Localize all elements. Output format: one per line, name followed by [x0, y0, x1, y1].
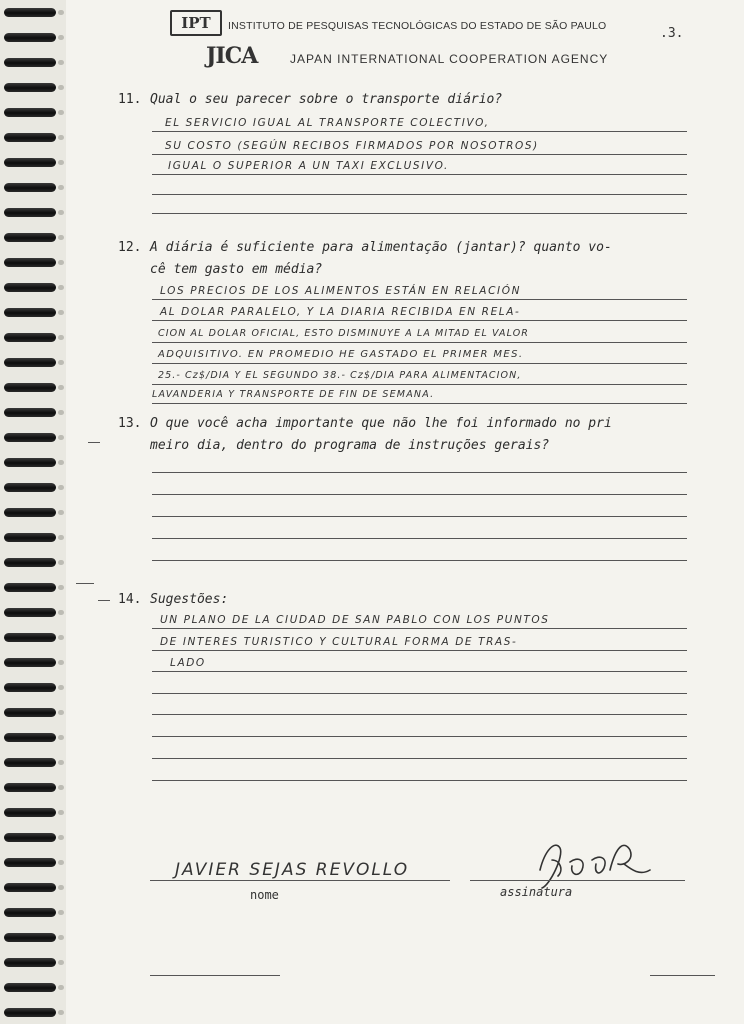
binding-coil	[4, 833, 56, 842]
binding-coil	[4, 158, 56, 167]
question-text: A diária é suficiente para alimentação (jantar)? quanto vo-	[150, 240, 612, 255]
binding-coil	[4, 458, 56, 467]
binding-coil	[4, 383, 56, 392]
binding-coil	[4, 783, 56, 792]
binding-coil	[4, 683, 56, 692]
binding-coil	[4, 8, 56, 17]
binding-coil	[4, 533, 56, 542]
answer-line	[152, 174, 687, 175]
binding-hole	[58, 935, 64, 940]
jica-agency-name: JAPAN INTERNATIONAL COOPERATION AGENCY	[290, 52, 609, 66]
answer-line	[152, 560, 687, 561]
question-text: meiro dia, dentro do programa de instruções gerais?	[150, 438, 550, 453]
binding-coil	[4, 283, 56, 292]
binding-coil	[4, 108, 56, 117]
name-line	[150, 880, 450, 881]
handwritten-answer: 25.- Cz$/DIA Y EL SEGUNDO 38.- Cz$/DIA PARA ALIMENTACION,	[158, 370, 522, 381]
answer-line	[152, 650, 687, 651]
binding-hole	[58, 635, 64, 640]
binding-hole	[58, 135, 64, 140]
binding-hole	[58, 460, 64, 465]
handwritten-answer: DE INTERES TURISTICO Y CULTURAL FORMA DE TRAS-	[160, 636, 518, 648]
binding-hole	[58, 435, 64, 440]
question-text: Sugestões:	[150, 592, 229, 607]
binding-hole	[58, 835, 64, 840]
handwritten-answer: CION AL DOLAR OFICIAL, ESTO DISMINUYE A LA MITAD EL VALOR	[158, 328, 529, 339]
answer-line	[152, 154, 687, 155]
binding-coil	[4, 208, 56, 217]
answer-line	[152, 194, 687, 195]
answer-line	[152, 494, 687, 495]
binding-hole	[58, 110, 64, 115]
binding-coil	[4, 958, 56, 967]
binding-coil	[4, 983, 56, 992]
binding-hole	[58, 860, 64, 865]
question-number: 11.	[118, 92, 142, 107]
binding-hole	[58, 60, 64, 65]
answer-line	[152, 736, 687, 737]
binding-coil	[4, 433, 56, 442]
binding-hole	[58, 985, 64, 990]
binding-hole	[58, 760, 64, 765]
letterhead	[170, 8, 640, 68]
footer-line	[650, 975, 715, 976]
binding-coil	[4, 308, 56, 317]
binding-hole	[58, 960, 64, 965]
binding-hole	[58, 410, 64, 415]
binding-coil	[4, 608, 56, 617]
binding-coil	[4, 408, 56, 417]
answer-line	[152, 384, 687, 385]
binding-coil	[4, 133, 56, 142]
margin-mark	[76, 583, 94, 584]
binding-hole	[58, 785, 64, 790]
answer-line	[152, 671, 687, 672]
binding-hole	[58, 360, 64, 365]
binding-coil	[4, 558, 56, 567]
binding-hole	[58, 210, 64, 215]
question-text: cê tem gasto em média?	[150, 262, 323, 277]
binding-hole	[58, 35, 64, 40]
binding-hole	[58, 85, 64, 90]
binding-hole	[58, 610, 64, 615]
ipt-institution-name: INSTITUTO DE PESQUISAS TECNOLÓGICAS DO ESTADO DE SÃO PAULO	[228, 20, 607, 32]
answer-line	[152, 213, 687, 214]
binding-hole	[58, 10, 64, 15]
answer-line	[152, 472, 687, 473]
binding-coil	[4, 908, 56, 917]
handwritten-answer: LOS PRECIOS DE LOS ALIMENTOS ESTÁN EN RELACIÓN	[160, 285, 522, 297]
answer-line	[152, 131, 687, 132]
binding-coil	[4, 508, 56, 517]
binding-hole	[58, 260, 64, 265]
binding-hole	[58, 910, 64, 915]
respondent-name: JAVIER SEJAS REVOLLO	[175, 860, 410, 880]
binding-coil	[4, 333, 56, 342]
question-text: O que você acha importante que não lhe foi informado no pri	[150, 416, 612, 431]
answer-line	[152, 363, 687, 364]
question-number: 12.	[118, 240, 142, 255]
answer-line	[152, 320, 687, 321]
spiral-binding	[0, 0, 66, 1024]
binding-coil	[4, 758, 56, 767]
answer-line	[152, 714, 687, 715]
handwritten-answer: LAVANDERIA Y TRANSPORTE DE FIN DE SEMANA.	[152, 389, 435, 400]
answer-line	[152, 342, 687, 343]
binding-coil	[4, 83, 56, 92]
binding-hole	[58, 1010, 64, 1015]
handwritten-answer: UN PLANO DE LA CIUDAD DE SAN PABLO CON LOS PUNTOS	[160, 614, 550, 626]
binding-coil	[4, 58, 56, 67]
binding-coil	[4, 358, 56, 367]
answer-line	[152, 628, 687, 629]
answer-line	[152, 403, 687, 404]
binding-hole	[58, 810, 64, 815]
binding-coil	[4, 258, 56, 267]
answer-line	[152, 516, 687, 517]
binding-hole	[58, 560, 64, 565]
jica-logo: JICA	[206, 43, 258, 69]
binding-hole	[58, 285, 64, 290]
margin-mark	[98, 600, 110, 601]
binding-coil	[4, 1008, 56, 1017]
question-number: 13.	[118, 416, 142, 431]
answer-line	[152, 758, 687, 759]
binding-coil	[4, 183, 56, 192]
binding-hole	[58, 335, 64, 340]
binding-coil	[4, 583, 56, 592]
signature-label: assinatura	[500, 885, 573, 899]
binding-coil	[4, 658, 56, 667]
binding-coil	[4, 933, 56, 942]
binding-coil	[4, 483, 56, 492]
handwritten-answer: AL DOLAR PARALELO, Y LA DIARIA RECIBIDA EN RELA-	[160, 306, 521, 318]
binding-coil	[4, 808, 56, 817]
binding-coil	[4, 883, 56, 892]
binding-coil	[4, 233, 56, 242]
binding-hole	[58, 710, 64, 715]
answer-line	[152, 538, 687, 539]
binding-hole	[58, 535, 64, 540]
binding-hole	[58, 660, 64, 665]
handwritten-answer: ADQUISITIVO. EN PROMEDIO HE GASTADO EL PRIMER MES.	[158, 349, 524, 360]
page-number: .3.	[660, 26, 684, 41]
signature-line	[470, 880, 685, 881]
binding-coil	[4, 633, 56, 642]
binding-hole	[58, 685, 64, 690]
binding-hole	[58, 485, 64, 490]
handwritten-answer: LADO	[170, 657, 206, 669]
binding-hole	[58, 585, 64, 590]
binding-hole	[58, 310, 64, 315]
handwritten-answer: EL SERVICIO IGUAL AL TRANSPORTE COLECTIVO,	[165, 117, 490, 129]
answer-line	[152, 693, 687, 694]
binding-coil	[4, 858, 56, 867]
name-label: nome	[250, 888, 279, 902]
footer-line	[150, 975, 280, 976]
binding-hole	[58, 185, 64, 190]
binding-hole	[58, 510, 64, 515]
binding-hole	[58, 735, 64, 740]
binding-hole	[58, 385, 64, 390]
question-number: 14.	[118, 592, 142, 607]
binding-coil	[4, 33, 56, 42]
binding-coil	[4, 708, 56, 717]
binding-coil	[4, 733, 56, 742]
answer-line	[152, 780, 687, 781]
binding-hole	[58, 885, 64, 890]
binding-hole	[58, 235, 64, 240]
answer-line	[152, 299, 687, 300]
question-text: Qual o seu parecer sobre o transporte diário?	[150, 92, 503, 107]
handwritten-answer: IGUAL O SUPERIOR A UN TAXI EXCLUSIVO.	[168, 160, 449, 172]
margin-mark	[88, 442, 100, 443]
handwritten-answer: SU COSTO (SEGÚN RECIBOS FIRMADOS POR NOSOTROS)	[165, 140, 539, 152]
binding-hole	[58, 160, 64, 165]
ipt-logo: IPT	[170, 10, 222, 36]
